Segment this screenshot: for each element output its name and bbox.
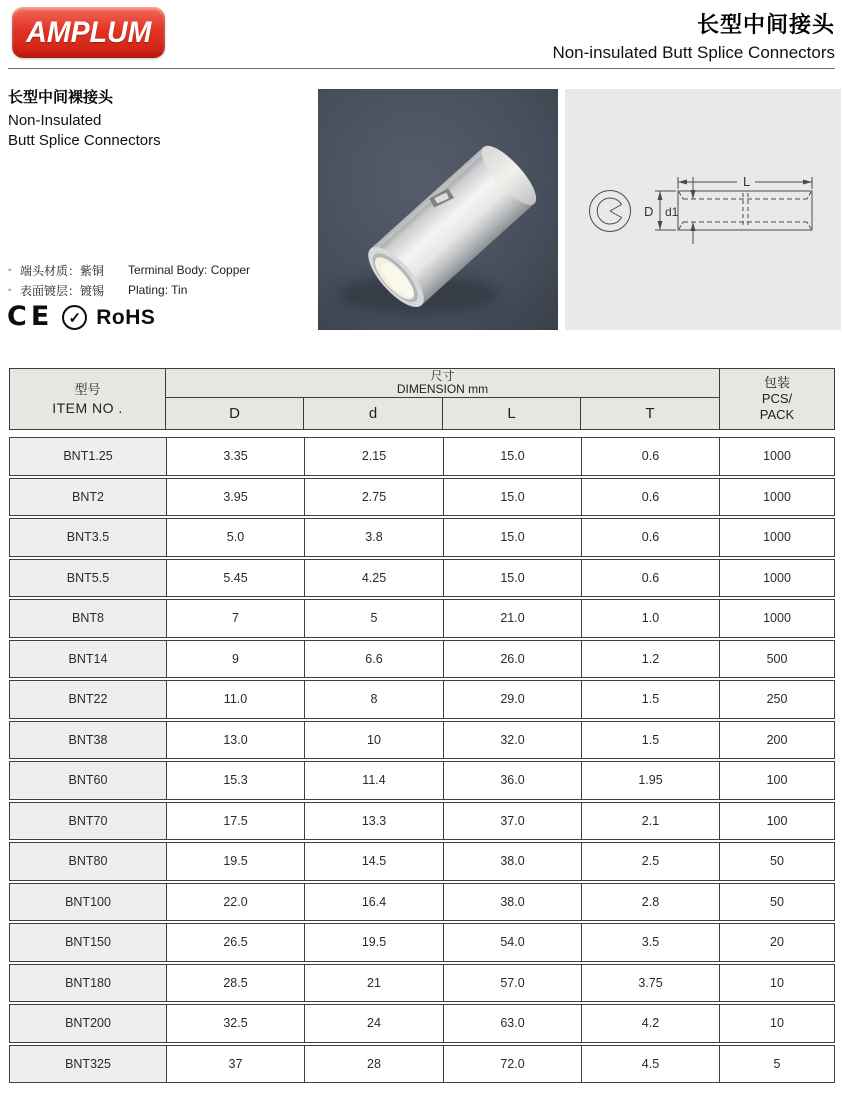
dim-t-cell: 2.8: [581, 884, 719, 921]
item-no-header-en: ITEM NO .: [52, 400, 123, 416]
dim-d-cell: 7: [166, 600, 304, 637]
dim-t-cell: 1.5: [581, 722, 719, 759]
dim-d-inner-cell: 10: [304, 722, 443, 759]
dim-t-cell: 3.75: [581, 965, 719, 1002]
item-no-cell: BNT150: [10, 924, 166, 961]
spec-table-body: [9, 437, 835, 1085]
side-view-body: [678, 191, 812, 230]
dim-d-inner-cell: 2.15: [304, 438, 443, 475]
pack-cell: 50: [719, 843, 834, 880]
pack-cell: 1000: [719, 600, 834, 637]
table-row: [9, 964, 835, 1003]
product-photo: [318, 89, 558, 330]
dim-d-inner-cell: 16.4: [304, 884, 443, 921]
table-row: [9, 761, 835, 800]
dim-d-inner-cell: 5: [304, 600, 443, 637]
dim-l-cell: 15.0: [443, 479, 581, 516]
item-no-cell: BNT2: [10, 479, 166, 516]
l-arrow-left: [678, 180, 687, 185]
item-no-cell: BNT180: [10, 965, 166, 1002]
table-row: [9, 842, 835, 881]
dim-t-cell: 0.6: [581, 560, 719, 597]
spec-en: Plating: Tin: [128, 283, 188, 297]
dim-d-cell: 17.5: [166, 803, 304, 840]
dimension-header-en: DIMENSION mm: [396, 382, 489, 396]
dim-t-cell: 1.2: [581, 641, 719, 678]
product-name-en-2: Butt Splice Connectors: [8, 132, 161, 149]
technical-drawing-panel: [565, 89, 841, 330]
table-row: [9, 883, 835, 922]
dim-d-inner-cell: 11.4: [304, 762, 443, 799]
dim-d-inner-cell: 24: [304, 1005, 443, 1042]
product-name-block: [8, 86, 308, 151]
item-no-cell: BNT100: [10, 884, 166, 921]
dim-t-cell: 2.5: [581, 843, 719, 880]
item-no-header-zh: 型号: [74, 382, 101, 397]
pack-header-pack: PACK: [759, 407, 795, 422]
pack-cell: 250: [719, 681, 834, 718]
pack-cell: 1000: [719, 519, 834, 556]
dim-label-l: L: [743, 174, 751, 189]
bullet-icon: ◦: [8, 264, 12, 276]
dim-l-cell: 63.0: [443, 1005, 581, 1042]
end-view-seam: [610, 205, 622, 218]
quality-mark-icon: ✓: [62, 305, 87, 330]
spec-en: Terminal Body: Copper: [128, 263, 251, 277]
spec-line-plating: [8, 280, 308, 300]
spec-zh: 端头材质：紫铜: [20, 263, 105, 278]
pack-cell: 5: [719, 1046, 834, 1083]
col-header-D: D: [166, 398, 304, 429]
dim-d-cell: 3.95: [166, 479, 304, 516]
dim-d-inner-cell: 28: [304, 1046, 443, 1083]
dim-t-cell: 1.5: [581, 681, 719, 718]
dim-t-cell: 0.6: [581, 519, 719, 556]
page-header-titles: [552, 8, 835, 63]
dim-d-inner-cell: 4.25: [304, 560, 443, 597]
dim-l-cell: 36.0: [443, 762, 581, 799]
dim-d-cell: 22.0: [166, 884, 304, 921]
pack-cell: 1000: [719, 479, 834, 516]
pack-header-zh: 包装: [763, 375, 790, 390]
dimension-header-zh: 尺寸: [430, 369, 455, 383]
dim-t-cell: 0.6: [581, 479, 719, 516]
pack-cell: 50: [719, 884, 834, 921]
table-row: [9, 802, 835, 841]
table-row: [9, 640, 835, 679]
col-header-L: L: [443, 398, 581, 429]
table-row: [9, 518, 835, 557]
dim-l-cell: 38.0: [443, 843, 581, 880]
pack-cell: 20: [719, 924, 834, 961]
dim-l-cell: 37.0: [443, 803, 581, 840]
dim-t-cell: 4.5: [581, 1046, 719, 1083]
wire-stop-lines: [743, 193, 748, 228]
item-no-cell: BNT14: [10, 641, 166, 678]
dim-t-cell: 1.0: [581, 600, 719, 637]
dim-t-cell: 3.5: [581, 924, 719, 961]
table-row: [9, 559, 835, 598]
dim-d-cell: 32.5: [166, 1005, 304, 1042]
pack-cell: 500: [719, 641, 834, 678]
item-no-cell: BNT80: [10, 843, 166, 880]
dim-l-cell: 72.0: [443, 1046, 581, 1083]
item-no-cell: BNT70: [10, 803, 166, 840]
dimension-drawing: [565, 89, 841, 330]
item-no-cell: BNT325: [10, 1046, 166, 1083]
table-row: [9, 1004, 835, 1043]
chamfer-lines: [679, 192, 811, 229]
pack-cell: 200: [719, 722, 834, 759]
item-no-cell: BNT60: [10, 762, 166, 799]
dimension-header: [166, 369, 719, 398]
item-no-cell: BNT38: [10, 722, 166, 759]
bore-lines: [683, 199, 807, 222]
dim-t-cell: 4.2: [581, 1005, 719, 1042]
item-no-cell: BNT200: [10, 1005, 166, 1042]
dim-t-cell: 2.1: [581, 803, 719, 840]
dim-d-cell: 9: [166, 641, 304, 678]
spec-table-header: [9, 368, 835, 430]
dim-l-cell: 57.0: [443, 965, 581, 1002]
item-no-cell: BNT5.5: [10, 560, 166, 597]
dim-l-cell: 15.0: [443, 438, 581, 475]
table-row: [9, 680, 835, 719]
certification-marks: [7, 301, 155, 332]
dim-label-d: D: [644, 204, 654, 219]
pack-cell: 100: [719, 762, 834, 799]
dim-d-cell: 28.5: [166, 965, 304, 1002]
table-row: [9, 599, 835, 638]
dim-l-cell: 15.0: [443, 560, 581, 597]
item-no-cell: BNT1.25: [10, 438, 166, 475]
product-name-en-1: Non-Insulated: [8, 112, 102, 129]
dim-l-cell: 26.0: [443, 641, 581, 678]
dimension-subheaders: [166, 398, 719, 429]
dim-d-inner-cell: 8: [304, 681, 443, 718]
bullet-icon: ◦: [8, 284, 12, 296]
pack-cell: 1000: [719, 438, 834, 475]
dim-l-cell: 32.0: [443, 722, 581, 759]
dim-l-cell: 29.0: [443, 681, 581, 718]
pack-header-pcs: PCS/: [761, 391, 793, 406]
dim-d-inner-cell: 19.5: [304, 924, 443, 961]
col-header-d: d: [304, 398, 443, 429]
item-no-header: [10, 369, 166, 429]
col-header-T: T: [645, 405, 655, 422]
material-specs: [8, 260, 308, 300]
end-view-inner-circle: [597, 198, 621, 224]
table-row: [9, 478, 835, 517]
brand-logo: [12, 7, 165, 58]
dim-d-cell: 13.0: [166, 722, 304, 759]
dim-label-d1: d1: [665, 205, 679, 219]
dim-d-inner-cell: 14.5: [304, 843, 443, 880]
product-name-zh: 长型中间裸接头: [8, 89, 114, 106]
d-arrow-bottom: [658, 221, 663, 230]
dim-d-cell: 3.35: [166, 438, 304, 475]
dim-d-inner-cell: 21: [304, 965, 443, 1002]
dim-d-cell: 5.0: [166, 519, 304, 556]
dim-d-cell: 5.45: [166, 560, 304, 597]
page-title-zh: 长型中间接头: [696, 12, 835, 37]
d1-arrow-bottom: [691, 222, 696, 231]
dim-t-cell: 1.95: [581, 762, 719, 799]
pack-cell: 1000: [719, 560, 834, 597]
butt-splice-connector-photo: [318, 89, 558, 330]
brand-logo-text: AMPLUM: [25, 15, 152, 49]
table-row: [9, 437, 835, 476]
table-row: [9, 923, 835, 962]
table-row: [9, 1045, 835, 1084]
pack-header: [719, 369, 834, 429]
pack-cell: 100: [719, 803, 834, 840]
ce-mark-icon: CE: [7, 301, 54, 332]
dim-d-inner-cell: 3.8: [304, 519, 443, 556]
item-no-cell: BNT3.5: [10, 519, 166, 556]
page-title-en: Non-insulated Butt Splice Connectors: [552, 43, 835, 62]
dim-d-cell: 19.5: [166, 843, 304, 880]
item-no-cell: BNT22: [10, 681, 166, 718]
dim-d-inner-cell: 6.6: [304, 641, 443, 678]
dim-d-inner-cell: 13.3: [304, 803, 443, 840]
spec-zh: 表面镀层：镀锡: [20, 283, 105, 298]
dim-d-inner-cell: 2.75: [304, 479, 443, 516]
pack-cell: 10: [719, 965, 834, 1002]
item-no-cell: BNT8: [10, 600, 166, 637]
l-arrow-right: [803, 180, 812, 185]
d-arrow-top: [658, 191, 663, 200]
rohs-mark: RoHS: [96, 305, 156, 329]
spec-line-terminal-body: [8, 260, 308, 280]
dim-l-cell: 54.0: [443, 924, 581, 961]
dimension-header-group: [166, 369, 719, 429]
dim-d-cell: 15.3: [166, 762, 304, 799]
dim-t-cell: 0.6: [581, 438, 719, 475]
dim-d-cell: 37: [166, 1046, 304, 1083]
dim-d-cell: 26.5: [166, 924, 304, 961]
pack-cell: 10: [719, 1005, 834, 1042]
dim-l-cell: 15.0: [443, 519, 581, 556]
dim-l-cell: 21.0: [443, 600, 581, 637]
dim-d-cell: 11.0: [166, 681, 304, 718]
d1-arrow-top: [691, 190, 696, 199]
table-row: [9, 721, 835, 760]
header-divider: [8, 68, 835, 69]
dim-l-cell: 38.0: [443, 884, 581, 921]
